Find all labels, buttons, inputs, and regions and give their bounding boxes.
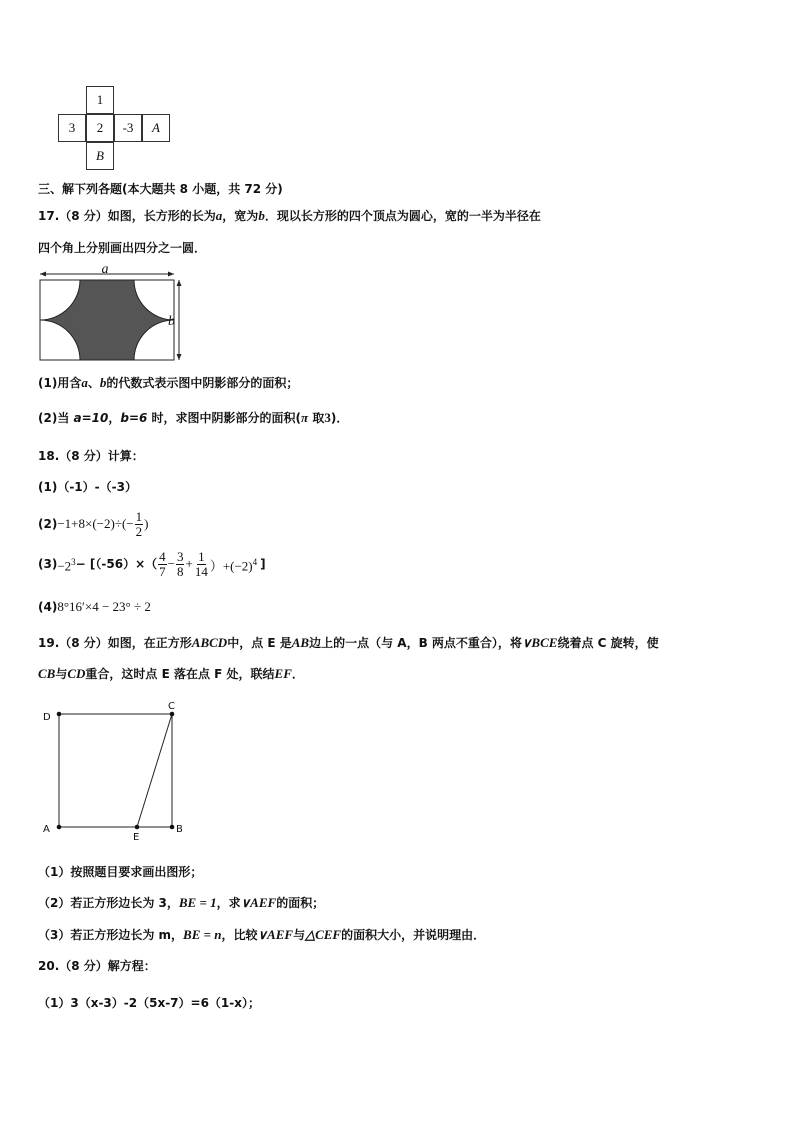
math-term: CD bbox=[67, 666, 86, 681]
q19-text: 与 bbox=[55, 667, 68, 681]
numerator: 4 bbox=[159, 548, 166, 564]
operator: − bbox=[167, 556, 175, 571]
expression: ] bbox=[260, 557, 266, 571]
net-cell-value: A bbox=[152, 120, 160, 135]
expression: ）+(−2) bbox=[209, 558, 253, 574]
net-cell-top bbox=[86, 86, 114, 114]
q19-text: 与 bbox=[293, 928, 306, 942]
q19-text: 的面积大小，并说明理由． bbox=[341, 928, 486, 942]
net-cell-left bbox=[58, 114, 86, 142]
net-cell-value: 1 bbox=[96, 92, 104, 107]
q20-title: 20.（8 分）解方程： bbox=[38, 959, 156, 973]
q18-title: 18.（8 分）计算： bbox=[38, 449, 144, 463]
q17-text: 时，求图中阴影部分的面积( bbox=[147, 411, 302, 425]
q17-text: 取 bbox=[308, 411, 325, 425]
exponent: 3 bbox=[71, 556, 76, 567]
denominator: 8 bbox=[176, 563, 184, 579]
math-term: BE = 1 bbox=[178, 895, 217, 910]
denominator: 14 bbox=[194, 563, 208, 579]
q19-sub2 bbox=[38, 895, 324, 911]
pi-symbol: π bbox=[301, 410, 309, 425]
expression: −2 bbox=[57, 558, 72, 574]
math-term: ∨AEF bbox=[257, 927, 294, 942]
q17-part2 bbox=[38, 410, 348, 426]
expression: 8°16′×4 − 23° ÷ 2 bbox=[57, 599, 151, 614]
math-term: EF bbox=[274, 666, 292, 681]
square-figure bbox=[40, 698, 200, 842]
net-cell-value: -3 bbox=[122, 120, 134, 135]
math-term: BE = n bbox=[183, 927, 222, 942]
fraction bbox=[176, 550, 185, 579]
label-b: B bbox=[176, 824, 183, 835]
q19-line1 bbox=[38, 635, 659, 651]
q19-text: ，求 bbox=[216, 896, 241, 910]
math-term: ABCD bbox=[191, 635, 228, 650]
numerator: 1 bbox=[198, 548, 205, 564]
q17-text: )． bbox=[330, 411, 349, 425]
q19-text: 中，点 E 是 bbox=[227, 636, 292, 650]
q19-text: （2）若正方形边长为 3， bbox=[38, 896, 179, 910]
q18-expr1: (1)（-1）-（-3） bbox=[38, 480, 137, 494]
net-cell-far-right bbox=[142, 114, 170, 142]
math-term: ∨AEF bbox=[240, 895, 277, 910]
q19-text: ，比较 bbox=[221, 928, 258, 942]
value-a: a=10 bbox=[73, 411, 109, 425]
item-number: (4) bbox=[38, 600, 58, 614]
q19-text: 边上的一点（与 A，B 两点不重合），将 bbox=[309, 636, 522, 650]
q17-line1 bbox=[38, 208, 541, 224]
label-e: E bbox=[133, 832, 140, 842]
q17-text: 17.（8 分）如图，长方形的长为 bbox=[38, 209, 216, 223]
math-term: CB bbox=[38, 666, 56, 681]
net-cell-value: 2 bbox=[96, 120, 104, 135]
q20-equation1: （1）3（x-3）-2（5x-7）=6（1-x）； bbox=[38, 996, 260, 1010]
dim-label-a: a bbox=[101, 262, 109, 277]
net-cell-center bbox=[86, 114, 114, 142]
denominator: 7 bbox=[159, 563, 166, 579]
q19-sub3 bbox=[38, 927, 485, 943]
net-cell-right bbox=[114, 114, 142, 142]
q18-expr4 bbox=[38, 599, 151, 615]
numerator: 3 bbox=[176, 548, 184, 564]
q19-text: 重合，这时点 E 落在点 F 处，联结 bbox=[85, 667, 275, 681]
net-cell-bottom bbox=[86, 142, 114, 170]
expression: ) bbox=[144, 516, 149, 531]
section-heading: 三、解下列各题(本大题共 8 小题，共 72 分) bbox=[38, 182, 283, 196]
expression: −1+8×(−2)÷(− bbox=[57, 516, 134, 531]
q19-line2 bbox=[38, 666, 304, 682]
pi-value: 3 bbox=[324, 410, 331, 425]
q19-text: 19.（8 分）如图，在正方形 bbox=[38, 636, 192, 650]
q19-text: 绕着点 C 旋转，使 bbox=[557, 636, 659, 650]
fraction bbox=[135, 510, 144, 539]
q17-text: 、 bbox=[87, 376, 100, 390]
q17-text: ， bbox=[108, 411, 121, 425]
q19-sub1: （1）按照题目要求画出图形； bbox=[38, 865, 203, 879]
q19-text: （3）若正方形边长为 m， bbox=[38, 928, 184, 942]
q17-text: ．现以长方形的四个顶点为圆心，宽的一半为半径在 bbox=[264, 209, 541, 223]
rectangle-figure bbox=[36, 262, 186, 364]
value-b: b=6 bbox=[120, 411, 148, 425]
label-c: C bbox=[168, 701, 175, 712]
item-number: (2) bbox=[38, 517, 58, 531]
q17-text: (1)用含 bbox=[38, 376, 82, 390]
label-d: D bbox=[43, 712, 51, 723]
dim-label-b: b bbox=[168, 314, 175, 329]
q17-line2: 四个角上分别画出四分之一圆． bbox=[38, 241, 207, 255]
q17-text: ，宽为 bbox=[222, 209, 259, 223]
fraction bbox=[194, 550, 209, 579]
var-a: a bbox=[215, 208, 223, 223]
math-term: △CEF bbox=[305, 927, 342, 942]
var-a: a bbox=[81, 375, 88, 390]
q17-part1 bbox=[38, 375, 298, 391]
q18-expr2 bbox=[38, 508, 148, 540]
math-term: AB bbox=[291, 635, 310, 650]
exponent: 4 bbox=[252, 556, 258, 567]
q18-expr3 bbox=[38, 546, 266, 582]
var-b: b bbox=[99, 375, 107, 390]
item-number: (3) bbox=[38, 557, 58, 571]
segment-ce bbox=[137, 714, 172, 827]
fraction bbox=[158, 550, 167, 579]
q19-text: 的面积； bbox=[276, 896, 325, 910]
q17-text: 的代数式表示图中阴影部分的面积； bbox=[106, 376, 299, 390]
net-cell-value: B bbox=[96, 148, 104, 163]
numerator: 1 bbox=[135, 508, 143, 524]
label-a: A bbox=[43, 824, 50, 835]
expression: − [（-56）×（ bbox=[75, 557, 158, 571]
q19-text: ． bbox=[291, 667, 304, 681]
math-term: ∨BCE bbox=[521, 635, 558, 650]
operator: + bbox=[185, 556, 193, 571]
q17-text: (2)当 bbox=[38, 411, 74, 425]
var-b: b bbox=[258, 208, 265, 223]
denominator: 2 bbox=[135, 523, 143, 539]
net-cell-value: 3 bbox=[68, 120, 76, 135]
